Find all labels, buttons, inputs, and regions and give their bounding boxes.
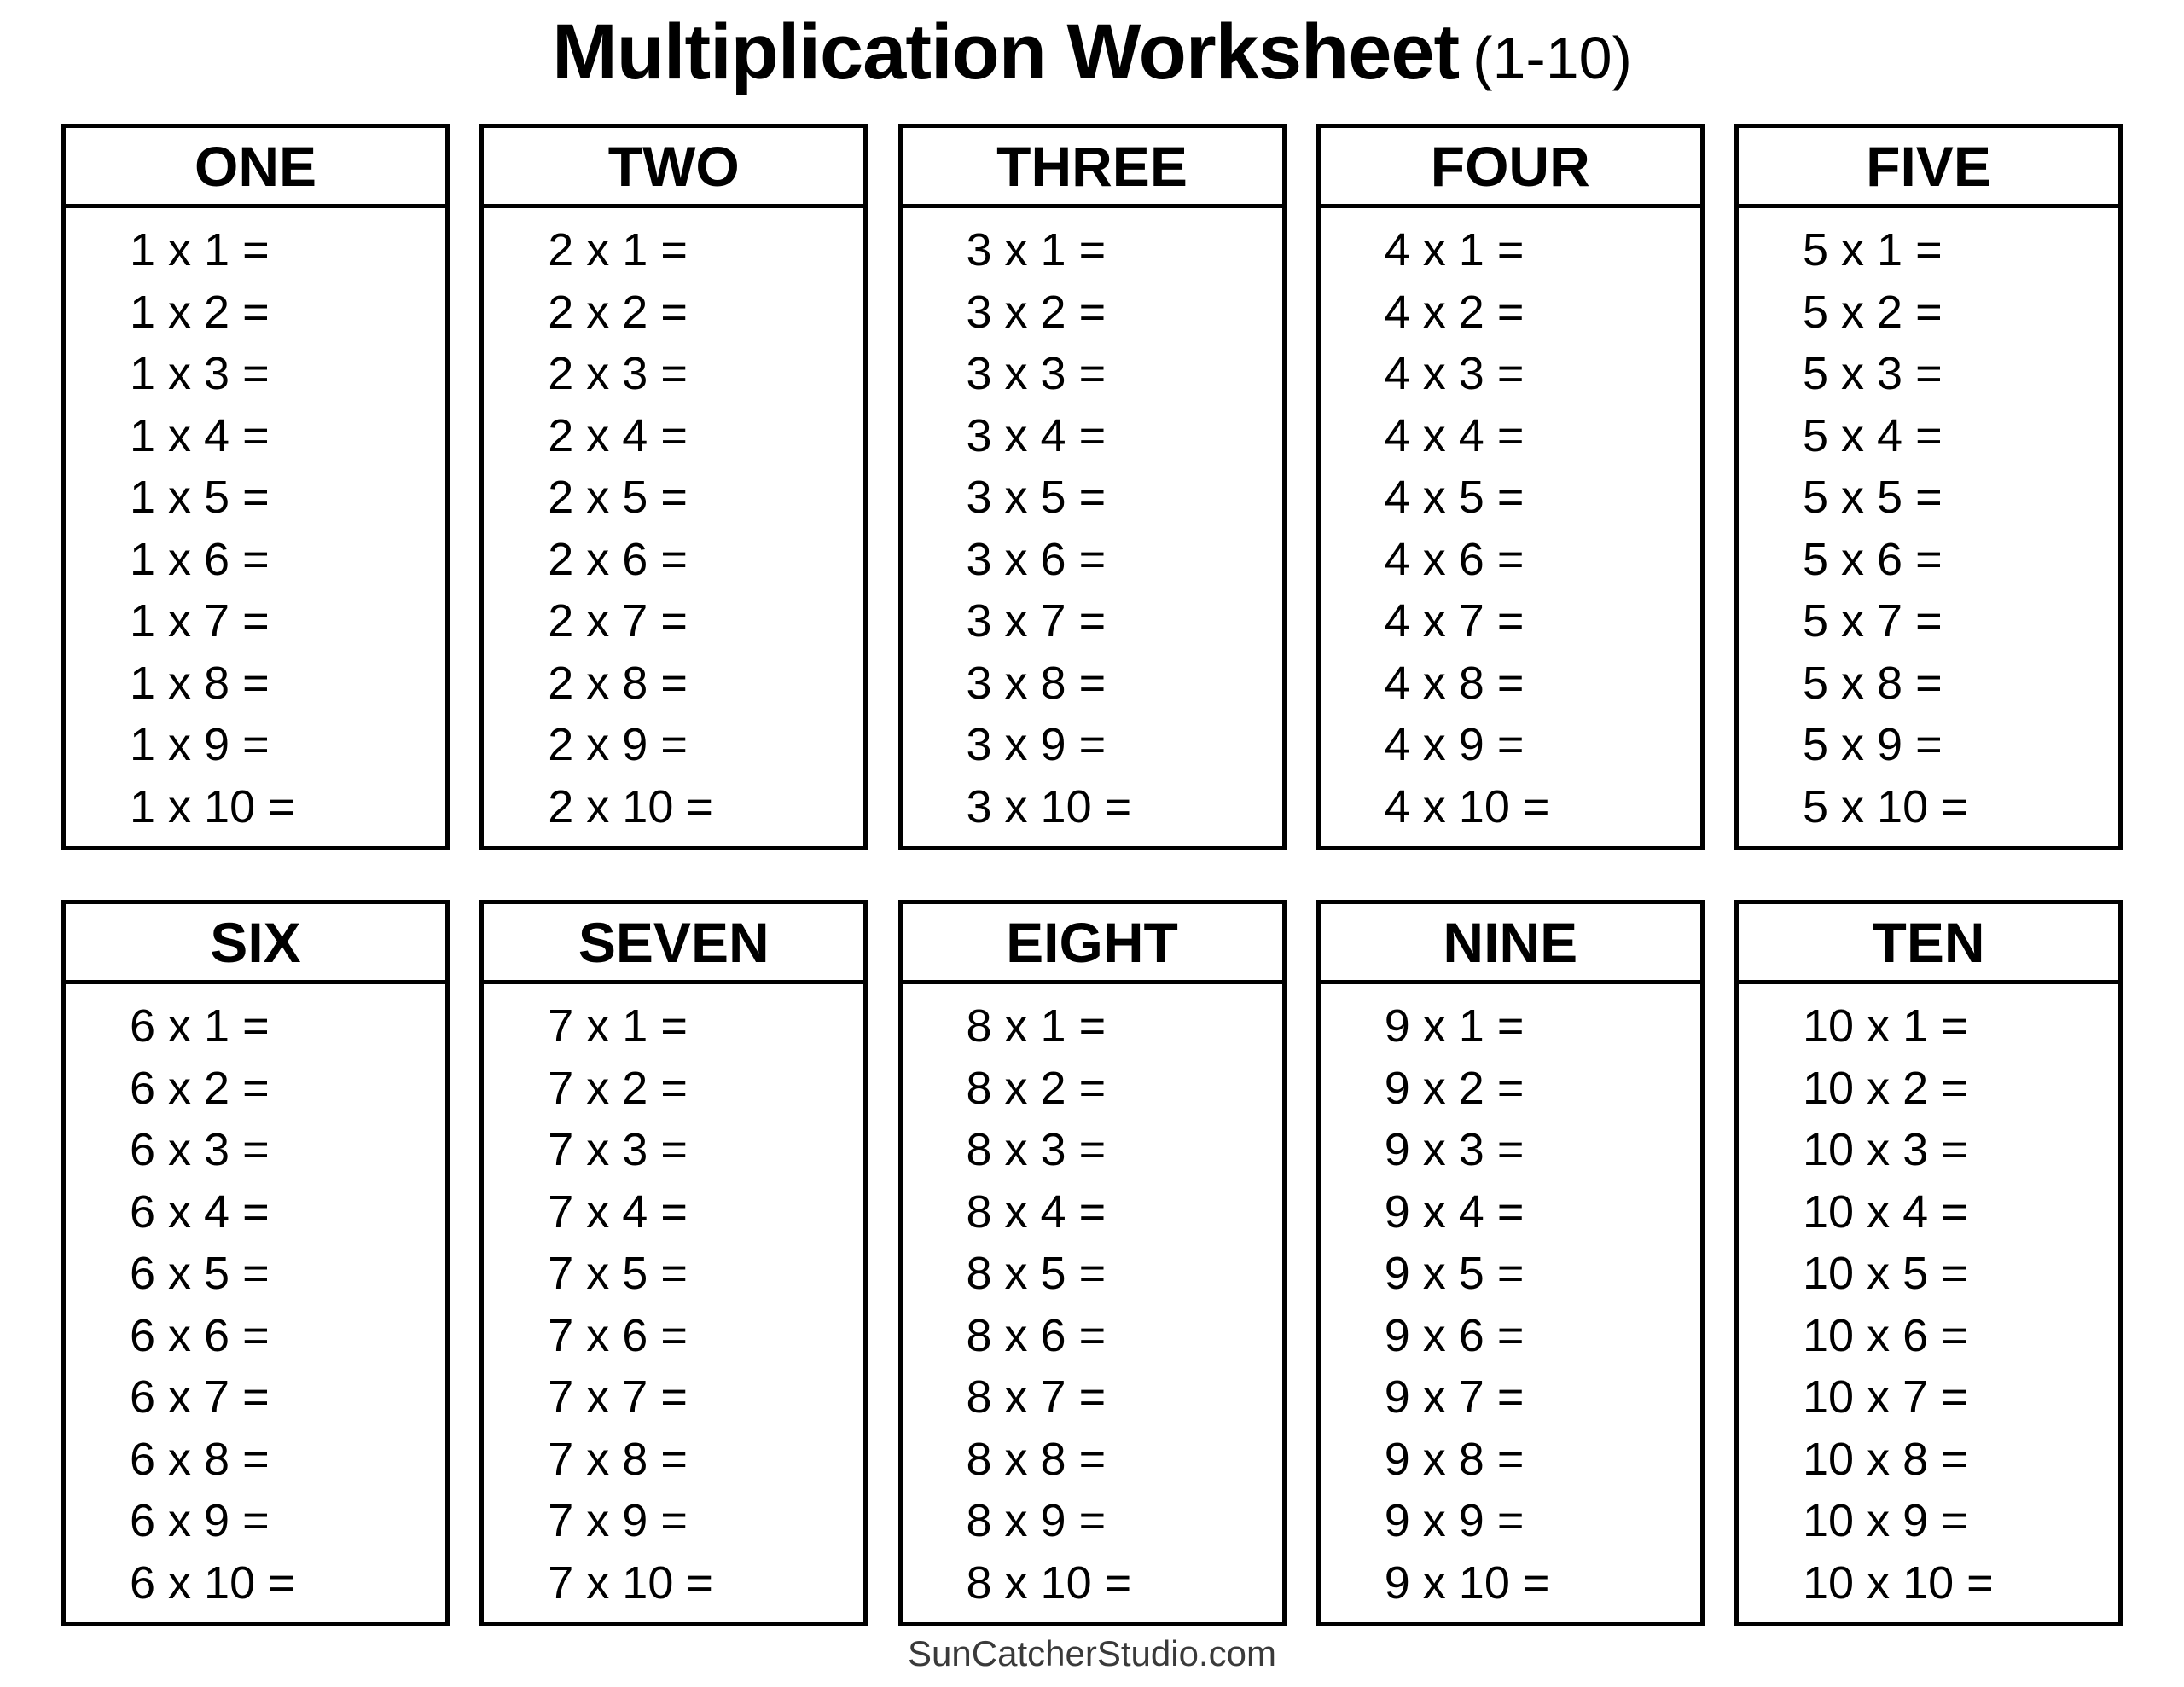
problem-text: 6 x 5 = bbox=[130, 1248, 270, 1300]
table-header-label: TEN bbox=[1872, 910, 1985, 974]
problem-row bbox=[1803, 467, 2118, 529]
problem-row bbox=[130, 590, 445, 652]
problem-row bbox=[130, 776, 445, 838]
problem-text: 9 x 8 = bbox=[1384, 1433, 1525, 1485]
problem-text: 6 x 7 = bbox=[130, 1371, 270, 1423]
problem-text: 4 x 3 = bbox=[1384, 348, 1525, 400]
problem-text: 4 x 1 = bbox=[1384, 224, 1525, 276]
problem-row bbox=[130, 1058, 445, 1120]
problem-text: 4 x 7 = bbox=[1384, 595, 1525, 647]
problem-row bbox=[130, 405, 445, 467]
problem-text: 5 x 1 = bbox=[1803, 224, 1943, 276]
tables-row-bottom bbox=[0, 900, 2184, 1626]
problem-row bbox=[1803, 343, 2118, 405]
table-header-label: EIGHT bbox=[1006, 910, 1178, 974]
problem-row bbox=[130, 1429, 445, 1491]
table-body bbox=[484, 984, 863, 1614]
problem-row bbox=[967, 467, 1282, 529]
problem-text: 4 x 6 = bbox=[1384, 533, 1525, 585]
problem-row bbox=[1385, 467, 1700, 529]
problem-text: 7 x 1 = bbox=[548, 1000, 688, 1052]
problem-text: 9 x 3 = bbox=[1384, 1124, 1525, 1176]
problem-row bbox=[1385, 219, 1700, 281]
table-nine bbox=[1316, 900, 1705, 1626]
table-six bbox=[61, 900, 450, 1626]
table-body bbox=[66, 208, 445, 838]
problem-text: 7 x 9 = bbox=[548, 1495, 688, 1547]
footer-credit: SunCatcherStudio.com bbox=[908, 1633, 1276, 1674]
problem-row bbox=[967, 529, 1282, 591]
problem-row bbox=[548, 529, 863, 591]
problem-text: 10 x 4 = bbox=[1803, 1186, 1968, 1238]
problem-text: 5 x 5 = bbox=[1803, 472, 1943, 524]
problem-row bbox=[548, 1305, 863, 1367]
problem-text: 10 x 2 = bbox=[1803, 1062, 1968, 1114]
problem-text: 5 x 9 = bbox=[1803, 719, 1943, 771]
problem-row bbox=[1385, 1181, 1700, 1244]
problem-row bbox=[1803, 1119, 2118, 1181]
tables-row-top bbox=[0, 124, 2184, 850]
problem-row bbox=[130, 652, 445, 715]
problem-text: 4 x 4 = bbox=[1384, 409, 1525, 461]
problem-row bbox=[1385, 1429, 1700, 1491]
table-two bbox=[479, 124, 868, 850]
problem-row bbox=[130, 1305, 445, 1367]
table-one bbox=[61, 124, 450, 850]
problem-text: 9 x 6 = bbox=[1384, 1309, 1525, 1361]
problem-text: 7 x 7 = bbox=[548, 1371, 688, 1423]
table-seven bbox=[479, 900, 868, 1626]
problem-row bbox=[967, 1429, 1282, 1491]
problem-text: 2 x 2 = bbox=[548, 286, 688, 338]
problem-text: 2 x 3 = bbox=[548, 348, 688, 400]
problem-text: 4 x 5 = bbox=[1384, 472, 1525, 524]
problem-text: 9 x 7 = bbox=[1384, 1371, 1525, 1423]
problem-text: 7 x 2 = bbox=[548, 1062, 688, 1114]
problem-row bbox=[130, 1181, 445, 1244]
table-header bbox=[66, 904, 445, 984]
problem-text: 1 x 3 = bbox=[130, 348, 270, 400]
problem-text: 4 x 8 = bbox=[1384, 657, 1525, 709]
problem-text: 4 x 10 = bbox=[1384, 780, 1550, 832]
problem-text: 8 x 3 = bbox=[966, 1124, 1107, 1176]
problem-row bbox=[548, 652, 863, 715]
problem-text: 2 x 5 = bbox=[548, 472, 688, 524]
table-header-label: SIX bbox=[210, 910, 301, 974]
problem-text: 7 x 8 = bbox=[548, 1433, 688, 1485]
problem-text: 3 x 4 = bbox=[966, 409, 1107, 461]
problem-text: 3 x 6 = bbox=[966, 533, 1107, 585]
problem-row bbox=[967, 995, 1282, 1058]
problem-text: 3 x 8 = bbox=[966, 657, 1107, 709]
problem-text: 7 x 3 = bbox=[548, 1124, 688, 1176]
problem-text: 6 x 6 = bbox=[130, 1309, 270, 1361]
table-body bbox=[1321, 984, 1700, 1614]
table-body bbox=[1739, 208, 2118, 838]
problem-text: 3 x 3 = bbox=[966, 348, 1107, 400]
table-body bbox=[1321, 208, 1700, 838]
problem-row bbox=[130, 343, 445, 405]
problem-text: 6 x 10 = bbox=[130, 1557, 295, 1609]
problem-text: 8 x 8 = bbox=[966, 1433, 1107, 1485]
table-header bbox=[903, 904, 1282, 984]
table-header-label: THREE bbox=[996, 134, 1188, 198]
problem-row bbox=[1803, 1490, 2118, 1552]
problem-row bbox=[130, 529, 445, 591]
problem-row bbox=[1803, 590, 2118, 652]
problem-text: 10 x 8 = bbox=[1803, 1433, 1968, 1485]
table-header-label: SEVEN bbox=[578, 910, 770, 974]
problem-row bbox=[548, 405, 863, 467]
problem-row bbox=[967, 776, 1282, 838]
problem-row bbox=[130, 1490, 445, 1552]
problem-row bbox=[548, 343, 863, 405]
problem-row bbox=[967, 281, 1282, 344]
problem-list bbox=[548, 219, 863, 838]
problem-text: 8 x 10 = bbox=[966, 1557, 1132, 1609]
problem-row bbox=[1385, 529, 1700, 591]
problem-text: 1 x 10 = bbox=[130, 780, 295, 832]
problem-row bbox=[1385, 405, 1700, 467]
problem-text: 3 x 10 = bbox=[966, 780, 1132, 832]
problem-row bbox=[1385, 1058, 1700, 1120]
problem-list bbox=[1385, 219, 1700, 838]
problem-list bbox=[548, 995, 863, 1614]
problem-row bbox=[1803, 1058, 2118, 1120]
problem-text: 10 x 9 = bbox=[1803, 1495, 1968, 1547]
problem-row bbox=[1803, 1552, 2118, 1615]
problem-text: 6 x 2 = bbox=[130, 1062, 270, 1114]
problem-text: 10 x 10 = bbox=[1803, 1557, 1994, 1609]
problem-text: 2 x 7 = bbox=[548, 595, 688, 647]
problem-row bbox=[1803, 714, 2118, 776]
problem-text: 3 x 5 = bbox=[966, 472, 1107, 524]
problem-row bbox=[1385, 776, 1700, 838]
problem-text: 9 x 4 = bbox=[1384, 1186, 1525, 1238]
problem-row bbox=[1385, 590, 1700, 652]
table-body bbox=[903, 208, 1282, 838]
problem-text: 5 x 6 = bbox=[1803, 533, 1943, 585]
problem-text: 4 x 2 = bbox=[1384, 286, 1525, 338]
table-three bbox=[898, 124, 1287, 850]
problem-list bbox=[967, 995, 1282, 1614]
problem-text: 2 x 1 = bbox=[548, 224, 688, 276]
problem-row bbox=[1385, 1490, 1700, 1552]
problem-text: 1 x 8 = bbox=[130, 657, 270, 709]
table-five bbox=[1734, 124, 2123, 850]
problem-row bbox=[548, 219, 863, 281]
problem-text: 3 x 2 = bbox=[966, 286, 1107, 338]
problem-text: 2 x 4 = bbox=[548, 409, 688, 461]
problem-list bbox=[130, 995, 445, 1614]
problem-row bbox=[1803, 281, 2118, 344]
problem-row bbox=[1803, 1305, 2118, 1367]
problem-list bbox=[967, 219, 1282, 838]
problem-text: 3 x 9 = bbox=[966, 719, 1107, 771]
problem-row bbox=[967, 1305, 1282, 1367]
problem-text: 1 x 4 = bbox=[130, 409, 270, 461]
problem-row bbox=[548, 467, 863, 529]
problem-row bbox=[1803, 405, 2118, 467]
problem-text: 10 x 6 = bbox=[1803, 1309, 1968, 1361]
problem-row bbox=[1385, 1305, 1700, 1367]
problem-row bbox=[1803, 219, 2118, 281]
problem-list bbox=[1803, 995, 2118, 1614]
problem-text: 8 x 4 = bbox=[966, 1186, 1107, 1238]
problem-row bbox=[548, 281, 863, 344]
problem-text: 1 x 2 = bbox=[130, 286, 270, 338]
problem-row bbox=[548, 714, 863, 776]
problem-text: 1 x 5 = bbox=[130, 472, 270, 524]
problem-text: 7 x 6 = bbox=[548, 1309, 688, 1361]
problem-text: 8 x 2 = bbox=[966, 1062, 1107, 1114]
problem-row bbox=[1803, 776, 2118, 838]
problem-text: 9 x 2 = bbox=[1384, 1062, 1525, 1114]
problem-text: 1 x 7 = bbox=[130, 595, 270, 647]
problem-row bbox=[548, 590, 863, 652]
problem-list bbox=[1803, 219, 2118, 838]
problem-row bbox=[548, 1119, 863, 1181]
table-header-label: FOUR bbox=[1430, 134, 1590, 198]
problem-row bbox=[967, 1058, 1282, 1120]
problem-text: 5 x 8 = bbox=[1803, 657, 1943, 709]
problem-row bbox=[130, 995, 445, 1058]
problem-row bbox=[1385, 652, 1700, 715]
problem-text: 8 x 1 = bbox=[966, 1000, 1107, 1052]
problem-row bbox=[1385, 1243, 1700, 1305]
table-header bbox=[484, 128, 863, 208]
problem-text: 1 x 6 = bbox=[130, 533, 270, 585]
problem-text: 9 x 5 = bbox=[1384, 1248, 1525, 1300]
problem-row bbox=[548, 1490, 863, 1552]
problem-text: 10 x 1 = bbox=[1803, 1000, 1968, 1052]
problem-row bbox=[1385, 1119, 1700, 1181]
problem-row bbox=[1803, 1366, 2118, 1429]
problem-row bbox=[967, 1243, 1282, 1305]
problem-text: 8 x 7 = bbox=[966, 1371, 1107, 1423]
problem-row bbox=[967, 1366, 1282, 1429]
problem-text: 1 x 9 = bbox=[130, 719, 270, 771]
problem-text: 6 x 8 = bbox=[130, 1433, 270, 1485]
title-text: Multiplication Worksheet bbox=[552, 9, 1460, 96]
problem-row bbox=[130, 714, 445, 776]
problem-text: 7 x 5 = bbox=[548, 1248, 688, 1300]
problem-row bbox=[1385, 281, 1700, 344]
problem-text: 1 x 1 = bbox=[130, 224, 270, 276]
problem-text: 2 x 9 = bbox=[548, 719, 688, 771]
problem-text: 5 x 10 = bbox=[1803, 780, 1968, 832]
problem-row bbox=[1803, 652, 2118, 715]
table-header bbox=[1321, 128, 1700, 208]
problem-text: 2 x 10 = bbox=[548, 780, 713, 832]
problem-row bbox=[548, 1552, 863, 1615]
table-header-label: NINE bbox=[1443, 910, 1578, 974]
table-header-label: TWO bbox=[607, 134, 740, 198]
problem-text: 5 x 4 = bbox=[1803, 409, 1943, 461]
problem-row bbox=[967, 1119, 1282, 1181]
problem-text: 9 x 9 = bbox=[1384, 1495, 1525, 1547]
problem-text: 5 x 3 = bbox=[1803, 348, 1943, 400]
table-header bbox=[484, 904, 863, 984]
problem-text: 2 x 8 = bbox=[548, 657, 688, 709]
table-header bbox=[1739, 128, 2118, 208]
problem-text: 6 x 9 = bbox=[130, 1495, 270, 1547]
problem-row bbox=[967, 714, 1282, 776]
problem-row bbox=[1803, 1181, 2118, 1244]
table-header bbox=[1739, 904, 2118, 984]
problem-row bbox=[1385, 714, 1700, 776]
problem-row bbox=[1803, 529, 2118, 591]
table-body bbox=[484, 208, 863, 838]
table-header bbox=[1321, 904, 1700, 984]
problem-row bbox=[130, 1366, 445, 1429]
problem-row bbox=[548, 995, 863, 1058]
problem-text: 10 x 3 = bbox=[1803, 1124, 1968, 1176]
problem-row bbox=[1385, 1366, 1700, 1429]
table-header-label: FIVE bbox=[1866, 134, 1991, 198]
problem-text: 5 x 2 = bbox=[1803, 286, 1943, 338]
table-header bbox=[66, 128, 445, 208]
problem-text: 3 x 1 = bbox=[966, 224, 1107, 276]
problem-row bbox=[967, 343, 1282, 405]
problem-row bbox=[130, 219, 445, 281]
problem-row bbox=[967, 590, 1282, 652]
problem-text: 8 x 6 = bbox=[966, 1309, 1107, 1361]
problem-text: 9 x 1 = bbox=[1384, 1000, 1525, 1052]
problem-row bbox=[967, 652, 1282, 715]
problem-text: 10 x 7 = bbox=[1803, 1371, 1968, 1423]
problem-text: 6 x 3 = bbox=[130, 1124, 270, 1176]
table-body bbox=[903, 984, 1282, 1614]
problem-text: 7 x 10 = bbox=[548, 1557, 713, 1609]
table-body bbox=[1739, 984, 2118, 1614]
problem-text: 5 x 7 = bbox=[1803, 595, 1943, 647]
problem-text: 6 x 1 = bbox=[130, 1000, 270, 1052]
problem-row bbox=[967, 1181, 1282, 1244]
problem-row bbox=[967, 405, 1282, 467]
problem-text: 8 x 5 = bbox=[966, 1248, 1107, 1300]
table-body bbox=[66, 984, 445, 1614]
problem-row bbox=[130, 467, 445, 529]
problem-row bbox=[1803, 1429, 2118, 1491]
problem-row bbox=[1803, 995, 2118, 1058]
problem-row bbox=[130, 1552, 445, 1615]
problem-row bbox=[967, 1490, 1282, 1552]
problem-row bbox=[548, 1181, 863, 1244]
problem-text: 3 x 7 = bbox=[966, 595, 1107, 647]
problem-row bbox=[1803, 1243, 2118, 1305]
problem-text: 2 x 6 = bbox=[548, 533, 688, 585]
problem-row bbox=[548, 1058, 863, 1120]
problem-row bbox=[1385, 343, 1700, 405]
problem-row bbox=[967, 1552, 1282, 1615]
problem-row bbox=[548, 1243, 863, 1305]
problem-row bbox=[130, 1243, 445, 1305]
problem-row bbox=[130, 1119, 445, 1181]
problem-text: 7 x 4 = bbox=[548, 1186, 688, 1238]
problem-row bbox=[1385, 1552, 1700, 1615]
table-four bbox=[1316, 124, 1705, 850]
problem-list bbox=[1385, 995, 1700, 1614]
table-ten bbox=[1734, 900, 2123, 1626]
problem-list bbox=[130, 219, 445, 838]
problem-row bbox=[548, 776, 863, 838]
problem-row bbox=[1385, 995, 1700, 1058]
problem-row bbox=[548, 1366, 863, 1429]
table-header-label: ONE bbox=[194, 134, 317, 198]
table-eight bbox=[898, 900, 1287, 1626]
table-header bbox=[903, 128, 1282, 208]
problem-text: 10 x 5 = bbox=[1803, 1248, 1968, 1300]
problem-text: 4 x 9 = bbox=[1384, 719, 1525, 771]
problem-row bbox=[967, 219, 1282, 281]
problem-text: 8 x 9 = bbox=[966, 1495, 1107, 1547]
problem-text: 9 x 10 = bbox=[1384, 1557, 1550, 1609]
problem-text: 6 x 4 = bbox=[130, 1186, 270, 1238]
page-title bbox=[0, 0, 2184, 96]
problem-row bbox=[130, 281, 445, 344]
title-range: (1-10) bbox=[1472, 25, 1632, 91]
problem-row bbox=[548, 1429, 863, 1491]
